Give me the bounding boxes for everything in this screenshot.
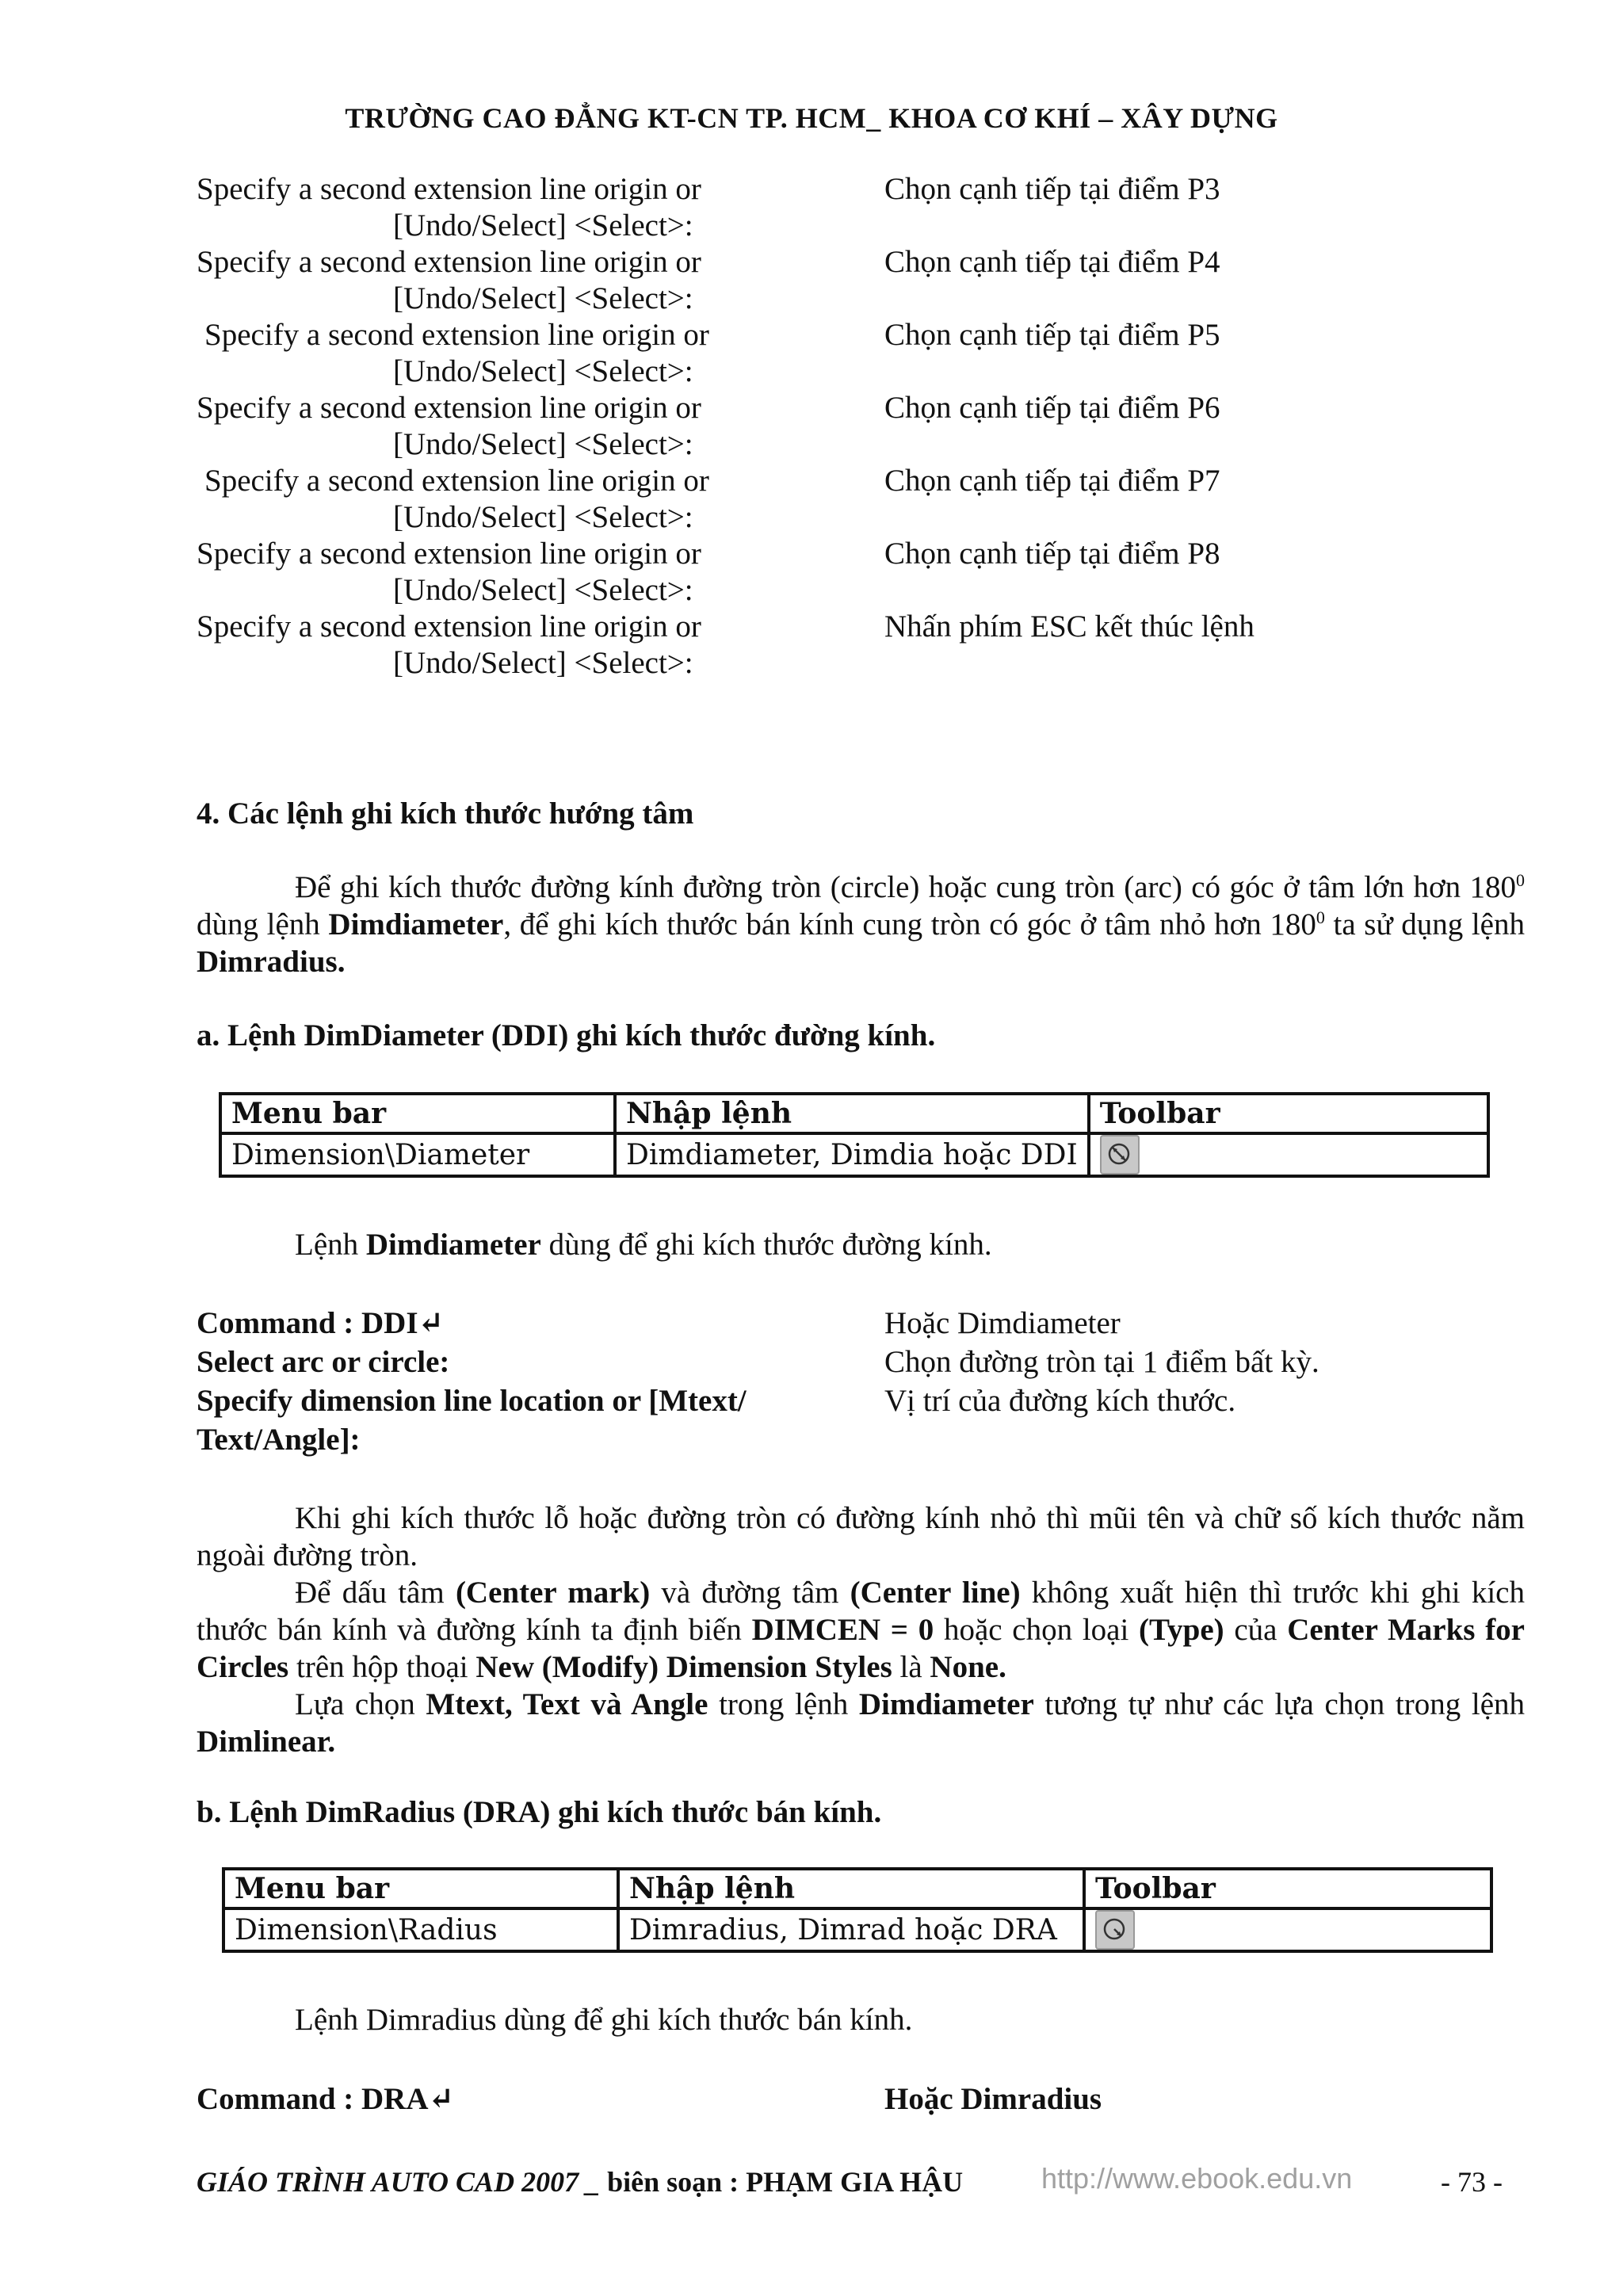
- bold-run: Dimdiameter: [858, 1687, 1034, 1721]
- text-run: trong lệnh: [708, 1687, 859, 1721]
- step-prompt: [204, 317, 918, 390]
- bold-run: (Type): [1139, 1613, 1224, 1647]
- text-run: của: [1224, 1613, 1288, 1647]
- step-prompt: [197, 244, 910, 317]
- superscript: 0: [1316, 907, 1325, 927]
- col-header-toolbar: Toolbar: [1089, 1094, 1488, 1133]
- command-note: Hoặc Dimdiameter: [884, 1306, 1121, 1340]
- bold-run: None.: [930, 1650, 1006, 1684]
- bold-run: Dimradius.: [197, 945, 346, 979]
- text-run: là: [892, 1650, 930, 1684]
- command-note: Chọn đường tròn tại 1 điểm bất kỳ.: [884, 1345, 1319, 1379]
- superscript: 0: [1516, 870, 1525, 890]
- command-table-radius: [222, 1867, 1493, 1953]
- prompt-options: [Undo/Select] <Select>:: [393, 427, 693, 461]
- col-header-menu: Menu bar: [223, 1869, 618, 1908]
- step-action: Chọn cạnh tiếp tại điểm P8: [884, 537, 1220, 571]
- cell-menu-path: Dimension\Diameter: [220, 1133, 615, 1176]
- dimension-radius-icon[interactable]: [1095, 1910, 1135, 1950]
- step-action: Chọn cạnh tiếp tại điểm P7: [884, 464, 1220, 498]
- book-title: GIÁO TRÌNH AUTO CAD 2007 _: [197, 2166, 608, 2198]
- text-run: dùng để ghi kích thước đường kính.: [540, 1228, 992, 1262]
- bold-run: DIMCEN = 0: [751, 1613, 934, 1647]
- page-number: - 73 -: [1441, 2166, 1503, 2198]
- prompt-line: Specify a second extension line origin or: [197, 245, 701, 279]
- command-line: Command : DDI↵: [197, 1306, 445, 1340]
- step-action: Chọn cạnh tiếp tại điểm P5: [884, 318, 1220, 352]
- bold-run: Dimdiameter: [328, 907, 504, 942]
- paragraph-center-mark: [197, 1574, 1525, 1686]
- diameter-description: [295, 1227, 992, 1263]
- radius-description: Lệnh Dimradius dùng để ghi kích thước bán kính.: [295, 2003, 913, 2037]
- prompt-options: [Undo/Select] <Select>:: [393, 281, 693, 315]
- text-run: và đường tâm: [650, 1576, 850, 1610]
- command-note: Hoặc Dimradius: [884, 2082, 1102, 2116]
- text-run: Để dấu tâm: [295, 1576, 456, 1610]
- command-line: Specify dimension line location or [Mtext/: [197, 1384, 747, 1418]
- page-header: TRƯỜNG CAO ĐẲNG KT-CN TP. HCM_ KHOA CƠ KHÍ – XÂY DỰNG: [345, 102, 1278, 134]
- footer-book-title: [197, 2165, 963, 2199]
- prompt-line: Specify a second extension line origin or: [197, 609, 701, 644]
- bold-run: Center Marks for Circles: [197, 1613, 1525, 1684]
- command-line: Select arc or circle:: [197, 1345, 450, 1379]
- prompt-options: [Undo/Select] <Select>:: [393, 646, 693, 680]
- prompt-options: [Undo/Select] <Select>:: [393, 500, 693, 534]
- bold-run: (Center mark): [455, 1576, 651, 1610]
- intro-paragraph: [197, 869, 1525, 980]
- prompt-options: [Undo/Select] <Select>:: [393, 573, 693, 607]
- cell-toolbar: [1084, 1908, 1491, 1951]
- command-note: Vị trí của đường kích thước.: [884, 1384, 1236, 1418]
- text-run: , để ghi kích thước bán kính cung tròn có góc ở tâm nhỏ hơn 180: [503, 907, 1316, 942]
- dimension-diameter-icon[interactable]: [1100, 1135, 1140, 1175]
- step-action: Chọn cạnh tiếp tại điểm P3: [884, 172, 1220, 206]
- text-run: Lệnh: [295, 1228, 366, 1262]
- step-action: Nhấn phím ESC kết thúc lệnh: [884, 609, 1254, 644]
- text-run: hoặc chọn loại: [934, 1613, 1140, 1647]
- prompt-options: [Undo/Select] <Select>:: [393, 208, 693, 243]
- text-run: trên hộp thoại: [288, 1650, 476, 1684]
- step-prompt: [197, 536, 910, 609]
- text-run: không xuất hiện thì trước khi ghi kích thước bán kính và đường kính ta định biến: [197, 1576, 1525, 1647]
- bold-run: (Center line): [850, 1576, 1021, 1610]
- command-table-diameter: [219, 1092, 1490, 1178]
- col-header-command: Nhập lệnh: [618, 1869, 1084, 1908]
- step-action: Chọn cạnh tiếp tại điểm P4: [884, 245, 1220, 279]
- subsection-heading-radius: b. Lệnh DimRadius (DRA) ghi kích thước bán kính.: [197, 1795, 882, 1829]
- author: biên soạn : PHẠM GIA HẬU: [607, 2166, 964, 2198]
- prompt-line: Specify a second extension line origin or: [197, 172, 701, 206]
- cell-toolbar: [1089, 1133, 1488, 1176]
- prompt-line: Specify a second extension line origin or: [197, 537, 701, 571]
- bold-run: Dimdiameter: [365, 1228, 541, 1262]
- bold-run: Mtext, Text và Angle: [426, 1687, 708, 1721]
- command-line: Text/Angle]:: [197, 1423, 361, 1457]
- step-prompt: [197, 171, 910, 244]
- cell-menu-path: Dimension\Radius: [223, 1908, 618, 1951]
- prompt-options: [Undo/Select] <Select>:: [393, 354, 693, 388]
- step-action: Chọn cạnh tiếp tại điểm P6: [884, 391, 1220, 425]
- step-prompt: [197, 390, 910, 463]
- col-header-menu: Menu bar: [220, 1094, 615, 1133]
- footer-url[interactable]: http://www.ebook.edu.vn: [1041, 2162, 1353, 2195]
- col-header-toolbar: Toolbar: [1084, 1869, 1491, 1908]
- text-run: Để ghi kích thước đường kính đường tròn (circle) hoặc cung tròn (arc) có góc ở tâm lớn hơn 180: [295, 870, 1516, 904]
- cell-command-names: Dimdiameter, Dimdia hoặc DDI: [615, 1133, 1089, 1176]
- paragraph-options: [197, 1686, 1525, 1760]
- text-run: Lựa chọn: [295, 1687, 426, 1721]
- bold-run: New (Modify) Dimension Styles: [475, 1650, 892, 1684]
- bold-run: Dimlinear.: [197, 1725, 336, 1759]
- cell-command-names: Dimradius, Dimrad hoặc DRA: [618, 1908, 1084, 1951]
- text-run: dùng lệnh: [197, 907, 329, 942]
- text-run: tương tự như các lựa chọn trong lệnh: [1033, 1687, 1526, 1721]
- col-header-command: Nhập lệnh: [615, 1094, 1089, 1133]
- step-prompt: [204, 463, 918, 536]
- paragraph-small-diameter: Khi ghi kích thước lỗ hoặc đường tròn có đường kính nhỏ thì mũi tên và chữ số kích thước nằm ngoài đường tròn.: [197, 1501, 1525, 1572]
- step-prompt: [197, 609, 910, 682]
- subsection-heading-diameter: a. Lệnh DimDiameter (DDI) ghi kích thước đường kính.: [197, 1018, 936, 1052]
- prompt-line: Specify a second extension line origin or: [197, 391, 701, 425]
- text-run: ta sử dụng lệnh: [1324, 907, 1525, 942]
- prompt-line: Specify a second extension line origin or: [204, 318, 709, 352]
- command-line: Command : DRA↵: [197, 2082, 455, 2116]
- section-heading: 4. Các lệnh ghi kích thước hướng tâm: [197, 797, 694, 831]
- prompt-line: Specify a second extension line origin or: [204, 464, 709, 498]
